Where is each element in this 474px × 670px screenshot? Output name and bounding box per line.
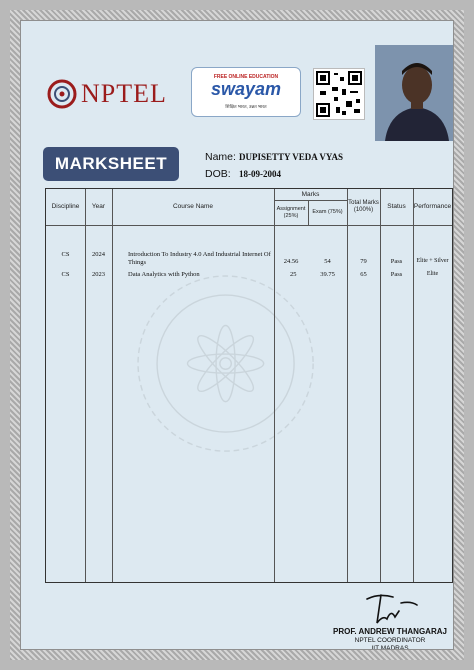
signatory-institute: IIT MADRAS bbox=[371, 645, 409, 650]
signature-icon bbox=[359, 589, 421, 629]
table-row-2-assignment: 25 bbox=[290, 271, 297, 278]
swayam-logo bbox=[191, 67, 301, 117]
table-row-1-assignment: 24.56 bbox=[283, 258, 299, 265]
name-label: Name: bbox=[205, 151, 236, 163]
header-year: Year bbox=[91, 203, 106, 211]
table-row-2-course: Data Analytics with Python bbox=[128, 271, 200, 278]
student-dob: 18-09-2004 bbox=[239, 169, 281, 179]
signatory-name: PROF. ANDREW THANGARAJ bbox=[333, 627, 447, 636]
table-row-1-status: Pass bbox=[390, 258, 403, 265]
header-total-marks: Total Marks (100%) bbox=[348, 199, 379, 213]
table-row-1-total: 79 bbox=[360, 258, 367, 265]
signatory-role: NPTEL COORDINATOR bbox=[354, 637, 426, 644]
nptel-logo-text: NPTEL bbox=[81, 79, 167, 108]
table-row-2-total: 65 bbox=[360, 271, 367, 278]
table-row-1-year: 2024 bbox=[92, 251, 105, 258]
table-row-2-status: Pass bbox=[390, 271, 403, 278]
table-row-2-year: 2023 bbox=[92, 271, 105, 278]
student-photo bbox=[375, 45, 454, 141]
student-name: DUPISETTY VEDA VYAS bbox=[239, 152, 344, 162]
header-assignment: Assignment (25%) bbox=[276, 205, 306, 219]
header-exam: Exam (75%) bbox=[312, 209, 343, 216]
certificate-body bbox=[20, 20, 454, 650]
swayam-wordmark: swayam bbox=[210, 79, 282, 99]
dob-label: DOB: bbox=[205, 168, 231, 180]
header-course-name: Course Name bbox=[172, 203, 214, 211]
table-row-1-performance: Elite + Silver bbox=[416, 258, 449, 264]
marksheet-badge: MARKSHEET bbox=[43, 147, 179, 181]
table-row-1-discipline: CS bbox=[61, 251, 70, 258]
marks-table bbox=[45, 188, 453, 583]
table-row-2-discipline: CS bbox=[61, 271, 70, 278]
header-marks: Marks bbox=[301, 190, 320, 198]
swayam-tagline: FREE ONLINE EDUCATION bbox=[213, 74, 279, 80]
nptel-emblem-icon bbox=[47, 79, 77, 109]
table-row-1-exam: 54 bbox=[324, 258, 331, 265]
nptel-logo bbox=[47, 73, 167, 115]
table-row-1-course: Introduction To Industry 4.0 And Industrial Internet Of Things bbox=[128, 251, 271, 267]
header-discipline: Discipline bbox=[51, 203, 80, 211]
table-row-2-exam: 39.75 bbox=[320, 271, 335, 278]
qr-code bbox=[313, 68, 365, 120]
swayam-subtitle: शिक्षित भारत, उन्नत भारत bbox=[225, 104, 267, 109]
student-portrait-icon bbox=[375, 45, 454, 141]
header-performance: Performance bbox=[413, 203, 452, 211]
table-row-2-performance: Elite bbox=[426, 271, 439, 277]
qr-code-icon bbox=[314, 69, 364, 119]
header-status: Status bbox=[387, 203, 406, 211]
